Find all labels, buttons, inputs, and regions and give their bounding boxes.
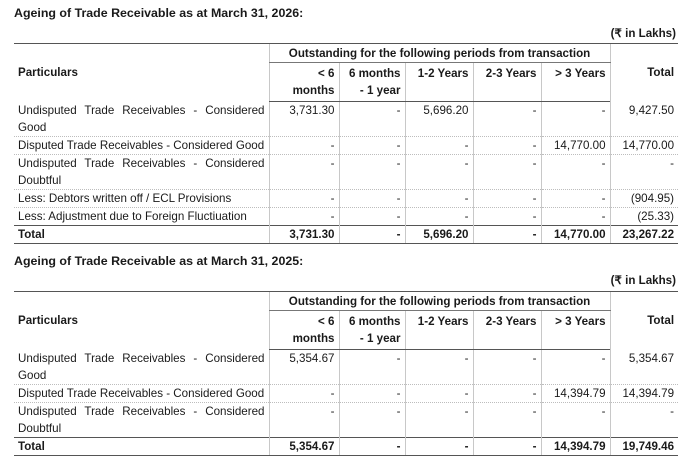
cell-value: - <box>339 384 405 402</box>
particulars-header: Particulars <box>14 44 269 102</box>
cell-value: - <box>405 136 473 154</box>
cell-value: - <box>339 402 405 437</box>
row-label: Less: Debtors written off / ECL Provisions <box>14 189 269 207</box>
cell-value: - <box>541 102 610 137</box>
cell-value: - <box>269 189 339 207</box>
cell-total: 14,394.79 <box>610 384 678 402</box>
cell-value: 5,696.20 <box>405 102 473 137</box>
col-header-1-2-years: 1-2 Years <box>405 311 473 350</box>
total-header: Total <box>610 292 678 350</box>
cell-value: - <box>339 350 405 385</box>
row-label: Less: Adjustment due to Foreign Fluctiuation <box>14 207 269 225</box>
total-value: 3,731.30 <box>269 225 339 243</box>
row-label: Undisputed Trade Receivables - Considered Good <box>14 102 269 137</box>
cell-value: - <box>339 207 405 225</box>
cell-value: 5,354.67 <box>269 350 339 385</box>
row-label: Undisputed Trade Receivables - Considered Doubtful <box>14 402 269 437</box>
table-row <box>14 136 678 154</box>
cell-total: 9,427.50 <box>610 102 678 137</box>
total-header: Total <box>610 44 678 102</box>
total-value: - <box>473 437 541 455</box>
cell-value: - <box>541 154 610 189</box>
total-label: Total <box>14 225 269 243</box>
cell-value: 14,770.00 <box>541 136 610 154</box>
cell-value: - <box>405 384 473 402</box>
cell-total: 5,354.67 <box>610 350 678 385</box>
col-header-6-months-1-year: 6 months - 1 year <box>339 311 405 350</box>
col-header-gt-3-years: > 3 Years <box>541 311 610 350</box>
section-2025-unit: (₹ in Lakhs) <box>610 274 676 287</box>
row-label: Undisputed Trade Receivables - Considered Doubtful <box>14 154 269 189</box>
cell-value: 14,394.79 <box>541 384 610 402</box>
total-row <box>14 225 678 243</box>
cell-value: - <box>473 136 541 154</box>
col-header-lt-6-months: < 6 months <box>269 311 339 350</box>
cell-value: - <box>405 402 473 437</box>
cell-value: - <box>405 189 473 207</box>
col-header-gt-3-years: > 3 Years <box>541 63 610 102</box>
col-header-6-months-1-year: 6 months - 1 year <box>339 63 405 102</box>
cell-total: (904.95) <box>610 189 678 207</box>
cell-value: - <box>473 102 541 137</box>
outstanding-periods-header: Outstanding for the following periods from transaction <box>269 44 610 63</box>
table-row <box>14 384 678 402</box>
section-2026-unit: (₹ in Lakhs) <box>610 27 676 40</box>
table-row <box>14 207 678 225</box>
col-header-2-3-years: 2-3 Years <box>473 311 541 350</box>
row-label: Disputed Trade Receivables - Considered Good <box>14 384 269 402</box>
particulars-header: Particulars <box>14 292 269 350</box>
col-header-lt-6-months: < 6 months <box>269 63 339 102</box>
cell-value: - <box>339 189 405 207</box>
cell-value: - <box>269 402 339 437</box>
section-2026-title: Ageing of Trade Receivable as at March 31, 2026: <box>14 6 304 20</box>
cell-value: - <box>405 154 473 189</box>
col-header-2-3-years: 2-3 Years <box>473 63 541 102</box>
grand-total-value: 23,267.22 <box>610 225 678 243</box>
cell-total: (25.33) <box>610 207 678 225</box>
total-value: 14,770.00 <box>541 225 610 243</box>
outstanding-periods-header: Outstanding for the following periods from transaction <box>269 292 610 311</box>
cell-value: - <box>339 136 405 154</box>
total-label: Total <box>14 437 269 455</box>
total-value: - <box>405 437 473 455</box>
cell-value: - <box>405 350 473 385</box>
cell-value: - <box>269 154 339 189</box>
total-value: 14,394.79 <box>541 437 610 455</box>
table-row <box>14 154 678 189</box>
cell-value: - <box>473 189 541 207</box>
cell-value: - <box>541 350 610 385</box>
total-value: - <box>473 225 541 243</box>
cell-value: - <box>269 136 339 154</box>
row-label: Disputed Trade Receivables - Considered Good <box>14 136 269 154</box>
cell-value: - <box>339 154 405 189</box>
total-value: 5,696.20 <box>405 225 473 243</box>
cell-value: - <box>473 350 541 385</box>
cell-value: - <box>541 402 610 437</box>
row-label: Undisputed Trade Receivables - Considered Good <box>14 350 269 385</box>
cell-value: - <box>473 154 541 189</box>
grand-total-value: 19,749.46 <box>610 437 678 455</box>
total-row <box>14 437 678 455</box>
cell-value: - <box>541 207 610 225</box>
cell-value: - <box>541 189 610 207</box>
col-header-1-2-years: 1-2 Years <box>405 63 473 102</box>
ageing-table-2026 <box>14 43 678 244</box>
table-row <box>14 102 678 137</box>
section-2025-title: Ageing of Trade Receivable as at March 31, 2025: <box>14 254 304 268</box>
cell-value: - <box>405 207 473 225</box>
table-row <box>14 402 678 437</box>
table-row <box>14 189 678 207</box>
ageing-table-2025 <box>14 291 678 456</box>
cell-total: 14,770.00 <box>610 136 678 154</box>
total-value: - <box>339 437 405 455</box>
cell-value: - <box>269 384 339 402</box>
cell-value: - <box>473 207 541 225</box>
cell-total: - <box>610 154 678 189</box>
cell-value: - <box>473 384 541 402</box>
cell-value: - <box>473 402 541 437</box>
cell-value: - <box>339 102 405 137</box>
cell-value: - <box>269 207 339 225</box>
table-row <box>14 350 678 385</box>
total-value: - <box>339 225 405 243</box>
cell-total: - <box>610 402 678 437</box>
total-value: 5,354.67 <box>269 437 339 455</box>
cell-value: 3,731.30 <box>269 102 339 137</box>
